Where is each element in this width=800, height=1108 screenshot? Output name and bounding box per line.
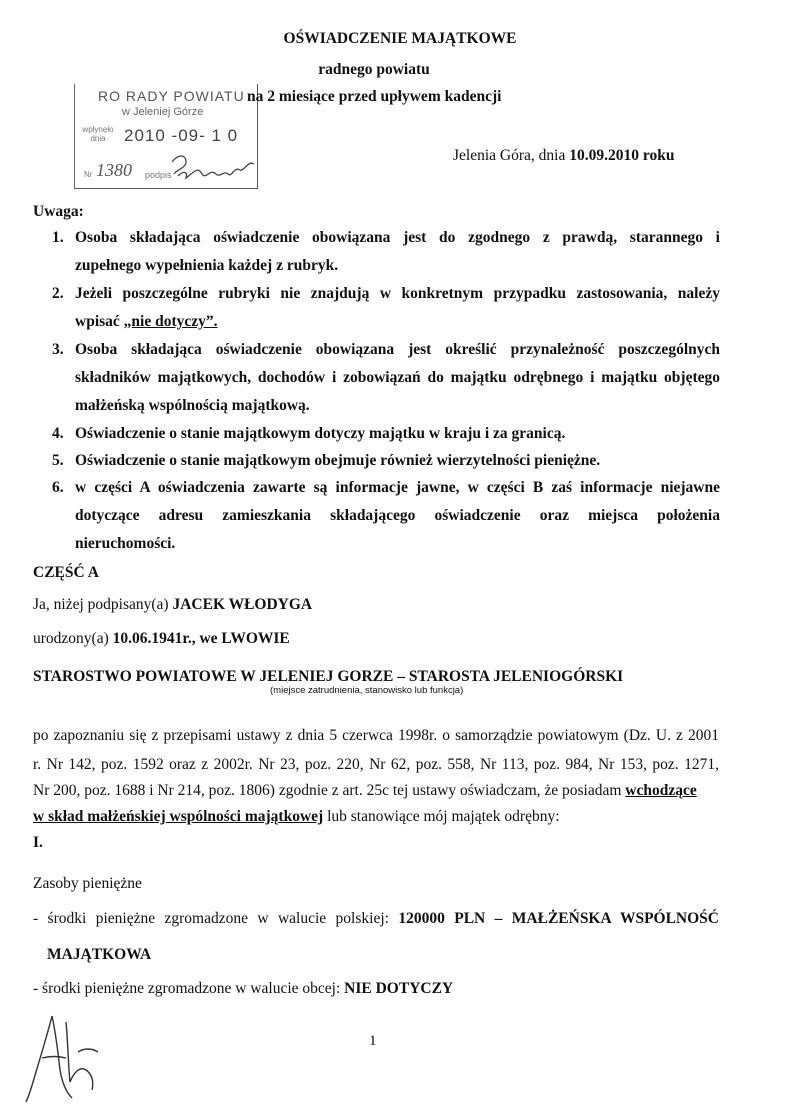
note-4-line-1: Oświadczenie o stanie majątkowym dotyczy majątku w kraju i za granicą. [75, 425, 566, 442]
pln-funds-label: - środki pieniężne zgromadzone w walucie polskiej: [33, 910, 399, 927]
note-5-line-1: Oświadczenie o stanie majątkowym obejmuje również wierzytelności pieniężne. [75, 452, 601, 469]
legal-basis-line-4 [33, 808, 560, 826]
document-title: OŚWIADCZENIE MAJĄTKOWE [283, 30, 517, 47]
place-label: Jelenia Góra, dnia [453, 147, 570, 164]
marital-property-phrase: w skład małżeńskiej wspólności majątkowej [33, 808, 324, 825]
document-date: 10.09.2010 roku [569, 147, 675, 164]
legal-basis-line-3-text: Nr 200, poz. 1688 i Nr 214, poz. 1806) zgodnie z art. 25c tej ustawy oświadczam, że posiadam [33, 782, 626, 799]
employment-caption: (miejsce zatrudnienia, stanowisko lub funkcja) [270, 685, 464, 696]
note-6-number: 6. [52, 479, 64, 496]
foreign-funds-value: NIE DOTYCZY [344, 980, 454, 997]
note-3-line-3: małżeńską wspólnością majątkową. [75, 397, 310, 414]
note-3-number: 3. [52, 341, 64, 358]
pln-funds-value: 120000 PLN – MAŁŻEŃSKA WSPÓLNOŚĆ [398, 910, 719, 927]
pln-funds-row [33, 910, 719, 928]
note-1-line-2: zupełnego wypełnienia każdej z rubryk. [75, 257, 339, 274]
note-2-prefix: wpisać [75, 313, 124, 330]
legal-basis-line-4-text: lub stanowiące mój majątek odrębny: [323, 808, 560, 825]
foreign-funds-label: - środki pieniężne zgromadzone w walucie obcej: [33, 980, 345, 997]
section-roman-one: I. [33, 834, 43, 851]
notes-heading: Uwaga: [33, 203, 84, 220]
part-a-heading: CZĘŚĆ A [33, 564, 99, 581]
page-number: 1 [369, 1033, 377, 1049]
note-3-line-2: składników majątkowych, dochodów i zobowiązań do majątku odrębnego i majątku objętego [75, 369, 720, 386]
note-6-line-3: nieruchomości. [75, 535, 176, 552]
foreign-funds-row [33, 980, 453, 998]
declarant-name: JACEK WŁODYGA [172, 596, 313, 613]
employment-position: STAROSTWO POWIATOWE W JELENIEJ GORZE – STAROSTA JELENIOGÓRSKI [33, 668, 624, 685]
stamp-city-line: w Jeleniej Górze [122, 106, 204, 118]
note-2-line-1: Jeżeli poszczególne rubryki nie znajdują w konkretnym przypadku zastosowania, należy [75, 285, 720, 302]
note-1-line-1: Osoba składająca oświadczenie obowiązana jest do zgodnego z prawdą, starannego i [75, 229, 720, 246]
legal-basis-line-1: po zapoznaniu się z przepisami ustawy z dnia 5 czerwca 1998r. o samorządzie powiatowym (Dz. U. z 2001 [33, 727, 719, 744]
declarant-name-label: Ja, niżej podpisany(a) [33, 596, 173, 613]
stamp-nr-label: Nr [84, 170, 93, 179]
handwritten-initials [22, 1012, 112, 1104]
birth-value: 10.06.1941r., we LWOWIE [112, 630, 290, 647]
stamp-received-date: 2010 -09- 1 0 [124, 126, 239, 145]
marital-property-word: wchodzące [625, 782, 697, 799]
document-subtitle: radnego powiatu [318, 61, 430, 78]
declarant-name-row [33, 596, 312, 614]
birth-label: urodzony(a) [33, 630, 113, 647]
note-2-number: 2. [52, 285, 64, 302]
stamp-received-label: wpłynęło dnia [82, 125, 114, 143]
stamp-signature-label: podpis [145, 170, 172, 180]
note-6-line-1: w części A oświadczenia zawarte są informacje jawne, w części B zaś informacje niejawne [75, 479, 720, 496]
document-period: na 2 miesiące przed upływem kadencji [247, 88, 502, 105]
note-1-number: 1. [52, 229, 64, 246]
legal-basis-line-3 [33, 782, 697, 800]
pln-funds-value-cont: MAJĄTKOWA [47, 946, 152, 963]
note-5-number: 5. [52, 452, 64, 469]
place-and-date [453, 147, 674, 165]
stamp-nr-value: 1380 [96, 160, 132, 180]
birth-row [33, 630, 290, 648]
note-6-line-2: dotyczące adresu zamieszkania składającego oświadczenie oraz miejsca położenia [75, 507, 720, 524]
note-4-number: 4. [52, 425, 64, 442]
legal-basis-line-2: r. Nr 142, poz. 1592 oraz z 2002r. Nr 23, poz. 220, Nr 62, poz. 558, Nr 113, poz. 984, Nr 153, poz. 1271, [33, 756, 719, 773]
note-2-value: „nie dotyczy”. [123, 313, 218, 330]
resources-heading: Zasoby pieniężne [33, 875, 142, 892]
stamp-office-line: RO RADY POWIATU [98, 88, 245, 104]
stamp-signature-scribble [168, 152, 258, 188]
note-2-line-2 [75, 313, 218, 331]
note-3-line-1: Osoba składająca oświadczenie obowiązana jest określić przynależność poszczególnych [75, 341, 720, 358]
